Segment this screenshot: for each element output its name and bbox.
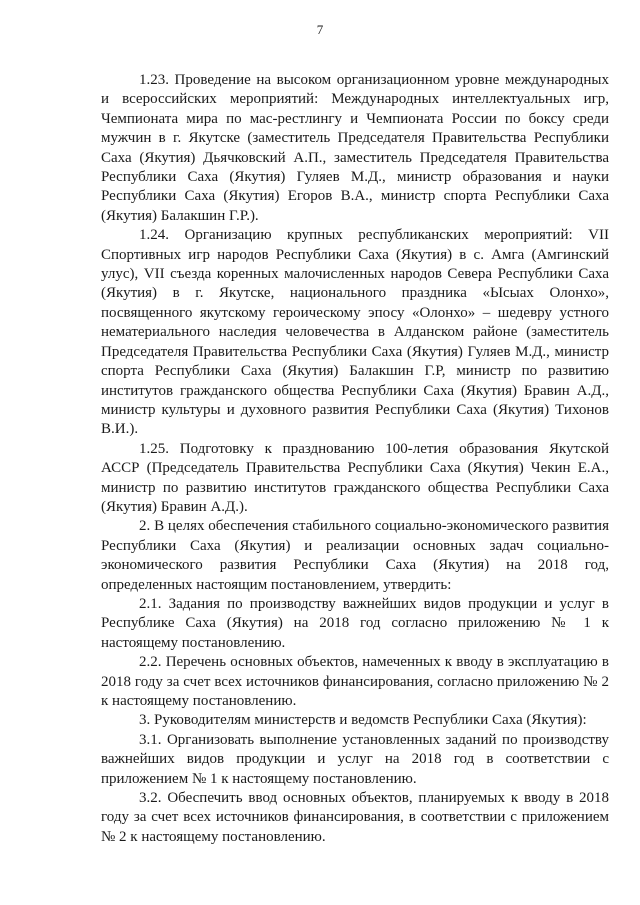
paragraph-2-1: 2.1. Задания по производству важнейших видов продукции и услуг в Республике Саха (Якутия) на 2018 год согласно приложению № 1 к настоящему постановлению. (101, 595, 609, 651)
paragraph-1-25: 1.25. Подготовку к празднованию 100-летия образования Якутской АССР (Председатель Правительства Республики Саха (Якутия) Чекин Е.А., министр по развитию институтов гражданского общества Республики Саха (Якутия) Бравин А.Д.). (101, 440, 609, 515)
paragraph-1-23: 1.23. Проведение на высоком организационном уровне международных и всероссийских мероприятий: Международных интеллектуальных игр, Чемпионата мира по мас-рестлингу и Чемпионата России по боксу среди мужчин в г. Якутске (заместитель Председателя Правительства Республики Саха (Якутия) Дьячковский А.П., заместитель Председателя Правительства Республики Саха (Якутия) Гуляев М.Д., министр образования и науки Республики Саха (Якутия) Егоров В.А., министр спорта Республики Саха (Якутия) Балакшин Г.Р.). (101, 72, 609, 224)
paragraph-2-2: 2.2. Перечень основных объектов, намеченных к вводу в эксплуатацию в 2018 году за счет всех источников финансирования, согласно приложению № 2 к настоящему постановлению. (101, 654, 609, 709)
paragraph-2: 2. В целях обеспечения стабильного социально-экономического развития Республики Саха (Якутия) и реализации основных задач социально-экономического развития Республики Саха (Якутия) на 2018 год, определенных настоящим постановлением, утвердить: (101, 518, 609, 593)
paragraph-3: 3. Руководителям министерств и ведомств Республики Саха (Якутия): (139, 712, 587, 729)
paragraph-3-1: 3.1. Организовать выполнение установленных заданий по производству важнейших видов продукции и услуг на 2018 год в соответствии с приложением № 1 к настоящему постановлению. (101, 731, 609, 787)
paragraph-1-24: 1.24. Организацию крупных республиканских мероприятий: VII Спортивных игр народов Республики Саха (Якутия) в с. Амга (Амгинский улус), VII съезда коренных малочисленных народов Севера Республики Саха (Якутия) в г. Якутске, национального праздника «Ысыах Олонхо», посвященного якутскому героическому эпосу «Олонхо» – шедевру устного нематериального наследия человечества в Алданском районе (заместитель Председателя Правительства Республики Саха (Якутия) Гуляев М.Д., министр спорта Республики Саха (Якутия) Балакшин Г.Р, министр по развитию институтов гражданского общества Республики Саха (Якутия) Бравин А.Д., министр культуры и духовного развития Республики Саха (Якутия) Тихонов В.И.). (101, 227, 609, 438)
document-body (101, 71, 609, 847)
paragraph-3-2: 3.2. Обеспечить ввод основных объектов, планируемых к вводу в 2018 году за счет всех источников финансирования, в соответствии с приложением № 2 к настоящему постановлению. (101, 790, 609, 845)
page-number: 7 (316, 22, 324, 37)
